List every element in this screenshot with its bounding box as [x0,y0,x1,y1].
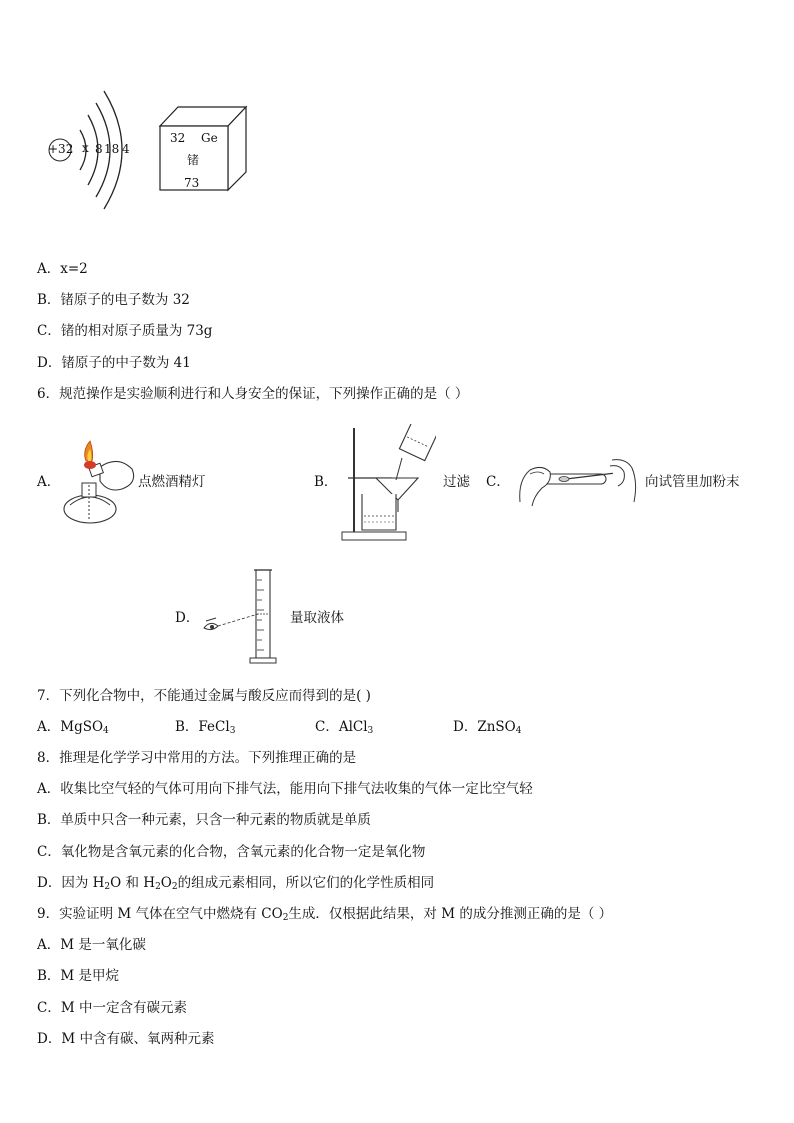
measuring-cylinder-image [202,566,286,666]
q9-option-a: A．M 是一氧化碳 [37,937,146,953]
add-powder-to-test-tube-image [516,452,640,508]
q6-option-c-letter: C． [486,474,510,490]
element-symbol: Ge [201,131,218,145]
q6-option-c-caption: 向试管里加粉末 [645,474,740,490]
element-card-cube [158,104,250,194]
q5-option-a: A．x=2 [37,261,88,277]
q7-option-d: D．ZnSO$_4$ [453,719,522,736]
filtration-apparatus-image [340,424,436,542]
q6-option-d-caption: 量取液体 [290,610,344,626]
q6-option-a-caption: 点燃酒精灯 [138,474,206,490]
q8-stem: 8．推理是化学学习中常用的方法。下列推理正确的是 [37,750,357,766]
q9-option-d: D．M 中含有碳、氧两种元素 [37,1031,215,1047]
q6-option-a-letter: A． [37,474,61,490]
shell-3-count: 18 [104,142,120,156]
shell-1-count: x [82,141,89,155]
q8-option-c: C．氧化物是含氧元素的化合物，含氧元素的化合物一定是氧化物 [37,844,426,860]
atomic-number: 32 [170,131,186,145]
q9-option-b: B．M 是甲烷 [37,968,120,984]
q7-option-a: A．MgSO$_4$ [37,719,109,736]
q8-option-b: B．单质中只含一种元素，只含一种元素的物质就是单质 [37,812,371,828]
q5-option-d: D．锗原子的中子数为 41 [37,355,191,371]
q5-option-c: C．锗的相对原子质量为 73g [37,323,213,339]
q6-stem: 6．规范操作是实验顺利进行和人身安全的保证，下列操作正确的是（ ） [37,386,469,402]
shell-4-count: 4 [122,142,130,156]
q7-option-c: C．AlCl$_3$ [315,719,374,736]
q7-option-b: B．FeCl$_3$ [175,719,236,736]
q5-option-b: B．锗原子的电子数为 32 [37,292,190,308]
q9-option-c: C．M 中一定含有碳元素 [37,1000,187,1016]
nucleus-charge: +32 [48,142,74,156]
alcohol-lamp-image [60,437,142,527]
q6-option-d-letter: D． [175,610,200,626]
element-name: 锗 [187,153,200,167]
q8-option-d: D．因为 $H_2O$ 和 $H_2O_2$的组成元素相同，所以它们的化学性质相同 [37,875,435,892]
q6-option-b-caption: 过滤 [443,474,470,490]
q6-option-b-letter: B． [314,474,338,490]
q9-stem: 9．实验证明 M 气体在空气中燃烧有 $CO_2$生成．仅根据此结果，对 M 的成分推测正确的是（ ） [37,906,613,923]
q7-stem: 7．下列化合物中，不能通过金属与酸反应而得到的是( ) [37,688,371,704]
relative-atomic-mass: 73 [184,176,200,190]
shell-2-count: 8 [95,142,103,156]
q8-option-a: A．收集比空气轻的气体可用向下排气法，能用向下排气法收集的气体一定比空气轻 [37,781,533,797]
